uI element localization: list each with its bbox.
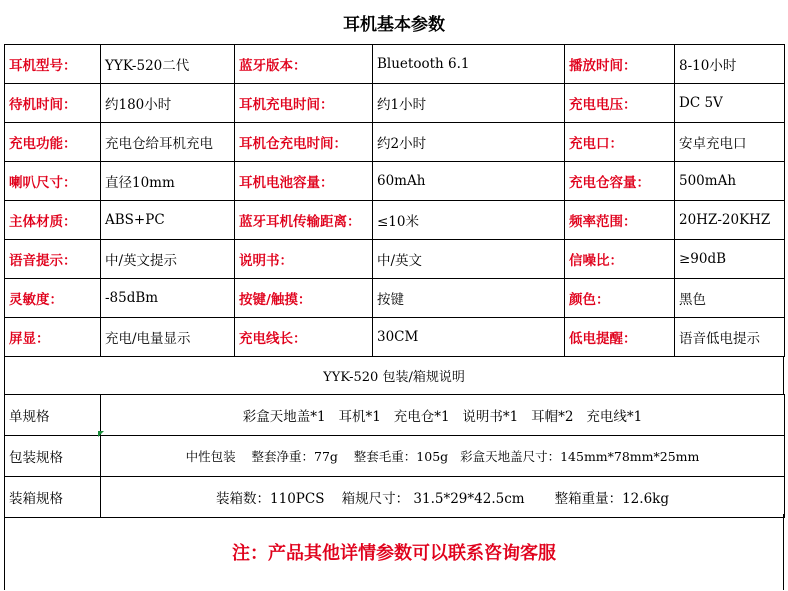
- spec-label: 耳机仓充电时间：: [235, 123, 373, 162]
- spec-value: 安卓充电口: [675, 123, 785, 162]
- spec-value: 500mAh: [675, 162, 785, 201]
- spec-label: 蓝牙耳机传输距离：: [235, 201, 373, 240]
- spec-label: 说明书：: [235, 240, 373, 279]
- spec-table: [4, 44, 785, 357]
- packaging-label: 装箱规格: [5, 477, 101, 518]
- spec-label: 低电提醒：: [565, 318, 675, 357]
- spec-row: [5, 240, 785, 279]
- packaging-label: 包装规格: [5, 436, 101, 477]
- spec-value: 约180小时: [101, 84, 235, 123]
- spec-label: 播放时间：: [565, 45, 675, 84]
- spec-value: ABS+PC: [101, 201, 235, 240]
- spec-label: 信噪比：: [565, 240, 675, 279]
- spec-row: [5, 84, 785, 123]
- spec-row: [5, 45, 785, 84]
- spec-label: 耳机电池容量：: [235, 162, 373, 201]
- spec-label: 屏显：: [5, 318, 101, 357]
- spec-row: [5, 162, 785, 201]
- spec-label: 充电功能：: [5, 123, 101, 162]
- spec-value: ≤10米: [373, 201, 565, 240]
- packaging-row: [5, 477, 785, 518]
- spec-value: 约2小时: [373, 123, 565, 162]
- spec-label: 主体材质：: [5, 201, 101, 240]
- cell-comment-marker: [98, 431, 104, 437]
- spec-value: 8-10小时: [675, 45, 785, 84]
- spec-row: [5, 279, 785, 318]
- packaging-value: 中性包装 整套净重：77g 整套毛重：105g 彩盒天地盖尺寸：145mm*78mm*25mm: [101, 436, 785, 477]
- spec-value: 中/英文: [373, 240, 565, 279]
- spec-value: 约1小时: [373, 84, 565, 123]
- spec-label: 喇叭尺寸：: [5, 162, 101, 201]
- packaging-table: [4, 394, 785, 518]
- spec-value: 中/英文提示: [101, 240, 235, 279]
- spec-row: [5, 123, 785, 162]
- packaging-title: YYK-520 包装/箱规说明: [4, 356, 784, 394]
- spec-label: 语音提示：: [5, 240, 101, 279]
- spec-value: YYK-520二代: [101, 45, 235, 84]
- spec-label: 充电线长：: [235, 318, 373, 357]
- spec-row: [5, 318, 785, 357]
- spec-value: 30CM: [373, 318, 565, 357]
- spec-value: 直径10mm: [101, 162, 235, 201]
- spec-value: 充电仓给耳机充电: [101, 123, 235, 162]
- page-title: 耳机基本参数: [343, 14, 445, 35]
- spec-value: ≥90dB: [675, 240, 785, 279]
- spec-label: 蓝牙版本：: [235, 45, 373, 84]
- spec-value: DC 5V: [675, 84, 785, 123]
- packaging-value: 彩盒天地盖*1 耳机*1 充电仓*1 说明书*1 耳帽*2 充电线*1: [101, 395, 785, 436]
- packaging-label: 单规格: [5, 395, 101, 436]
- spec-label: 充电电压：: [565, 84, 675, 123]
- spec-label: 待机时间：: [5, 84, 101, 123]
- packaging-row: [5, 436, 785, 477]
- spec-row: [5, 201, 785, 240]
- spec-label: 充电仓容量：: [565, 162, 675, 201]
- spec-value: Bluetooth 6.1: [373, 45, 565, 84]
- spec-value: 黑色: [675, 279, 785, 318]
- spec-value: -85dBm: [101, 279, 235, 318]
- spec-value: 60mAh: [373, 162, 565, 201]
- spec-label: 充电口：: [565, 123, 675, 162]
- spec-label: 耳机型号：: [5, 45, 101, 84]
- spec-value: 充电/电量显示: [101, 318, 235, 357]
- spec-value: 20HZ-20KHZ: [675, 201, 785, 240]
- packaging-row: [5, 395, 785, 436]
- spec-label: 频率范围：: [565, 201, 675, 240]
- spec-value: 语音低电提示: [675, 318, 785, 357]
- packaging-value: 装箱数：110PCS 箱规尺寸： 31.5*29*42.5cm 整箱重量：12.6kg: [101, 477, 785, 518]
- spec-label: 灵敏度：: [5, 279, 101, 318]
- spec-value: 按键: [373, 279, 565, 318]
- footer-note: 注：产品其他详情参数可以联系咨询客服: [4, 514, 784, 590]
- spec-label: 按键/触摸：: [235, 279, 373, 318]
- spec-label: 颜色：: [565, 279, 675, 318]
- spec-label: 耳机充电时间：: [235, 84, 373, 123]
